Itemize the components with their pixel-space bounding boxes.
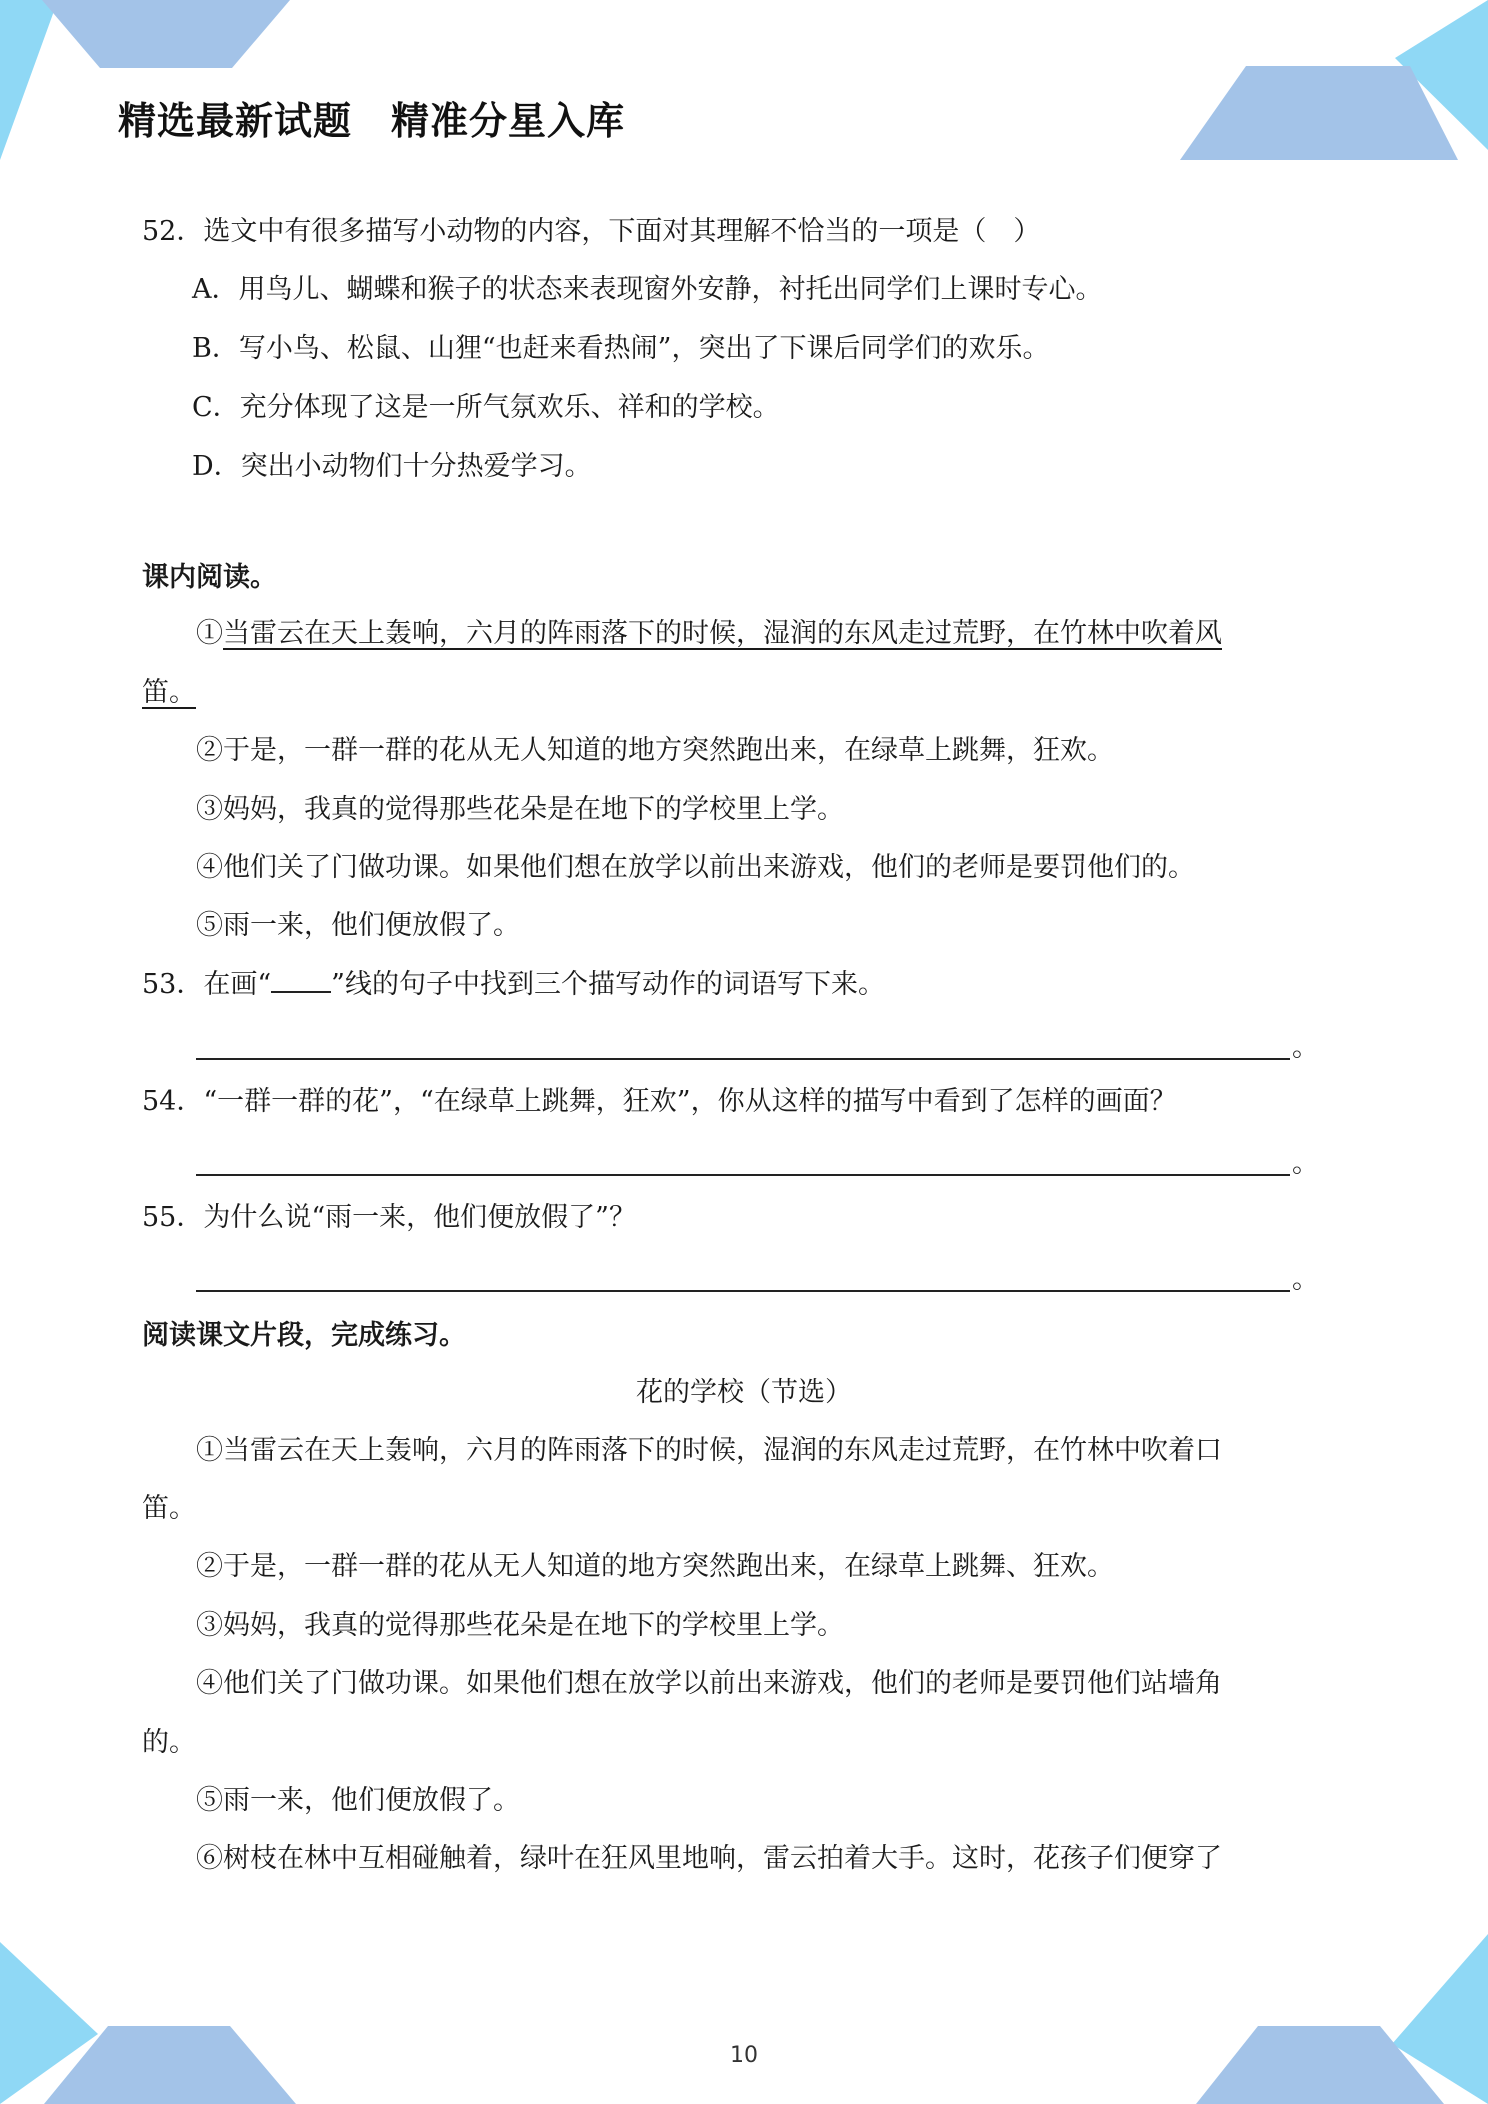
underline-blank	[271, 969, 331, 993]
underlined-sentence-part-2: 笛。	[142, 677, 196, 708]
passage2-paragraph-1-line-1: ①当雷云在天上轰响，六月的阵雨落下的时候，湿润的东风走过荒野，在竹林中吹着口	[196, 1435, 1222, 1466]
top-right-trapezoid	[1180, 66, 1458, 160]
passage1-paragraph-3: ③妈妈，我真的觉得那些花朵是在地下的学校里上学。	[196, 794, 844, 825]
passage1-paragraph-2: ②于是，一群一群的花从无人知道的地方突然跑出来，在绿草上跳舞，狂欢。	[196, 735, 1114, 766]
question-52-option-a: A．用鸟儿、蝴蝶和猴子的状态来表现窗外安静，衬托出同学们上课时专心。	[192, 274, 1103, 305]
passage2-paragraph-5: ⑤雨一来，他们便放假了。	[196, 1785, 520, 1816]
passage2-paragraph-2: ②于是，一群一群的花从无人知道的地方突然跑出来，在绿草上跳舞、狂欢。	[196, 1551, 1114, 1582]
passage-title: 花的学校（节选）	[636, 1377, 852, 1408]
passage2-paragraph-4-line-2: 的。	[142, 1727, 196, 1758]
underlined-sentence-part-1: 当雷云在天上轰响，六月的阵雨落下的时候，湿润的东风走过荒野，在竹林中吹着风	[223, 618, 1222, 649]
question-52-option-b: B．写小鸟、松鼠、山狸“也赶来看热闹”，突出了下课后同学们的欢乐。	[192, 333, 1050, 364]
question-52-stem: 52．选文中有很多描写小动物的内容，下面对其理解不恰当的一项是（ ）	[142, 216, 1041, 247]
section-heading-passage-exercise: 阅读课文片段，完成练习。	[142, 1320, 466, 1351]
question-55-stem: 55．为什么说“雨一来，他们便放假了”？	[142, 1202, 636, 1233]
passage1-paragraph-4: ④他们关了门做功课。如果他们想在放学以前出来游戏，他们的老师是要罚他们的。	[196, 852, 1195, 883]
question-52-option-d: D．突出小动物们十分热爱学习。	[192, 451, 592, 482]
paragraph-number: ①	[196, 618, 223, 649]
answer-line-55[interactable]	[196, 1290, 1290, 1292]
passage1-paragraph-5: ⑤雨一来，他们便放假了。	[196, 910, 520, 941]
passage2-paragraph-4-line-1: ④他们关了门做功课。如果他们想在放学以前出来游戏，他们的老师是要罚他们站墙角	[196, 1668, 1222, 1699]
top-left-trapezoid	[42, 0, 290, 68]
question-53-stem: 53．在画“ ”线的句子中找到三个描写动作的词语写下来。	[142, 969, 885, 1000]
top-left-triangle	[0, 0, 58, 160]
passage2-paragraph-1-line-2: 笛。	[142, 1493, 196, 1524]
corner-decoration-bottom	[0, 1934, 1488, 2104]
header-title: 精选最新试题 精准分星入库	[118, 99, 626, 143]
passage1-paragraph-1	[196, 616, 1222, 652]
answer-line-54[interactable]	[196, 1174, 1290, 1176]
passage2-paragraph-6: ⑥树枝在林中互相碰触着，绿叶在狂风里地响，雷云拍着大手。这时，花孩子们便穿了	[196, 1843, 1222, 1874]
answer-line-53[interactable]	[196, 1058, 1290, 1060]
question-52-option-c: C．充分体现了这是一所气氛欢乐、祥和的学校。	[192, 392, 780, 423]
answer-period-54: 。	[1292, 1148, 1319, 1179]
question-54-stem: 54．“一群一群的花”，“在绿草上跳舞，狂欢”，你从这样的描写中看到了怎样的画面？	[142, 1086, 1177, 1117]
section-heading-in-class-reading: 课内阅读。	[142, 562, 277, 593]
page-number: 10	[730, 2043, 758, 2068]
answer-period-53: 。	[1292, 1032, 1319, 1063]
answer-period-55: 。	[1292, 1264, 1319, 1295]
passage2-paragraph-3: ③妈妈，我真的觉得那些花朵是在地下的学校里上学。	[196, 1610, 844, 1641]
